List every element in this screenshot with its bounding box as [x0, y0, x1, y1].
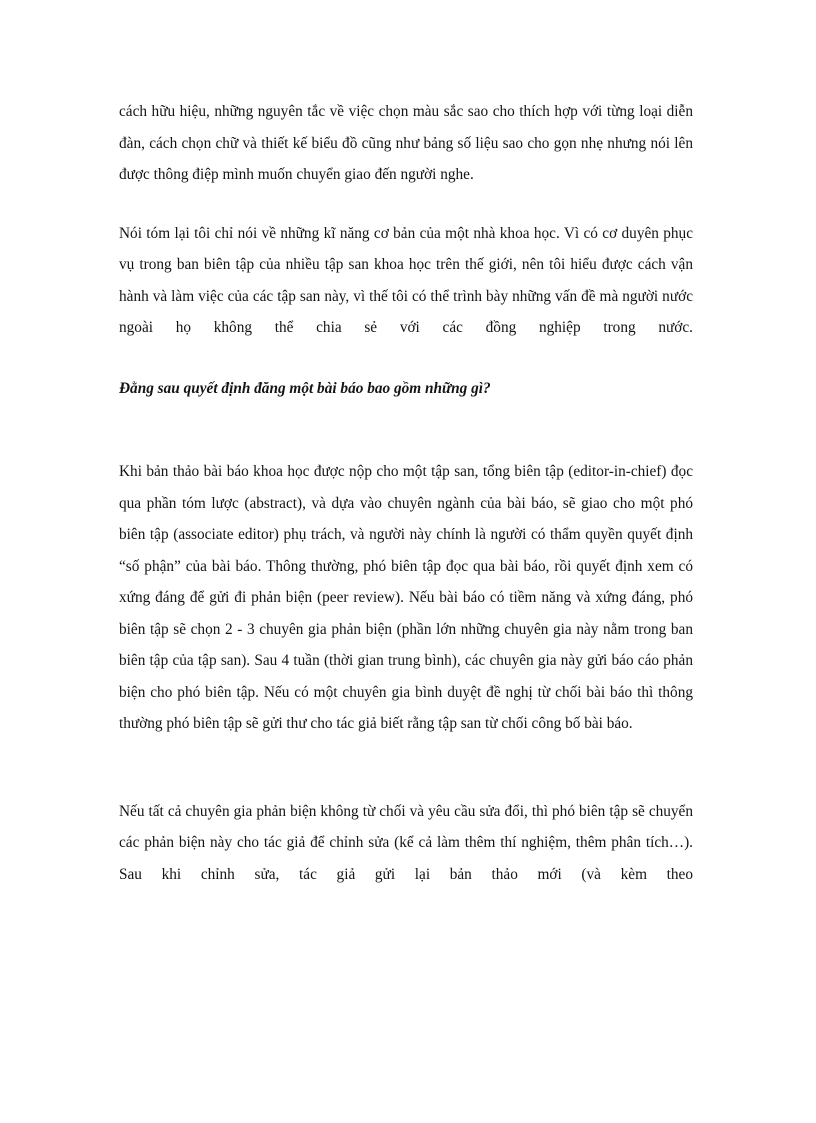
- body-paragraph: Nếu tất cả chuyên gia phản biện không từ chối và yêu cầu sửa đổi, thì phó biên tập sẽ chuyển các phản biện này cho tác giả để chỉnh sửa (kể cả làm thêm thí nghiệm, thêm phân tích…). Sau khi chỉnh sửa, tác giả gửi lại bản thảo mới (và kèm theo: [119, 802, 693, 883]
- document-page: [119, 96, 693, 890]
- paragraph-spacer: [119, 191, 693, 218]
- section-heading: Đằng sau quyết định đăng một bài báo bao gồm những gì?: [119, 379, 491, 397]
- paragraph-spacer: [119, 740, 693, 796]
- body-paragraph: Khi bản thảo bài báo khoa học được nộp cho một tập san, tổng biên tập (editor-in-chief) đọc qua phần tóm lược (abstract), và dựa vào chuyên ngành của bài báo, sẽ giao cho một phó biên tập (associate editor) phụ trách, và người này chính là người có thẩm quyền quyết định “số phận” của bài báo. Thông thường, phó biên tập đọc qua bài báo, rồi quyết định xem có xứng đáng để gửi đi phản biện (peer review). Nếu bài báo có tiềm năng và xứng đáng, phó biên tập sẽ chọn 2 - 3 chuyên gia phản biện (phần lớn những chuyên gia này nằm trong ban biên tập của tập san). Sau 4 tuần (thời gian trung bình), các chuyên gia này gửi báo cáo phản biện cho phó biên tập. Nếu có một chuyên gia bình duyệt đề nghị từ chối bài báo thì thông thường phó biên tập sẽ gửi thư cho tác giả biết rằng tập san từ chối công bố bài báo.: [119, 463, 693, 732]
- paragraph-spacer: [119, 404, 693, 456]
- body-paragraph: Nói tóm lại tôi chỉ nói về những kĩ năng cơ bản của một nhà khoa học. Vì có cơ duyên phục vụ trong ban biên tập của nhiều tập san khoa học trên thế giới, nên tôi hiểu được cách vận hành và làm việc của các tập san này, vì thế tôi có thể trình bày những vấn đề mà người nước ngoài họ không thể chia sẻ với các đồng nghiệp trong nước.: [119, 224, 693, 336]
- body-paragraph: cách hữu hiệu, những nguyên tắc về việc chọn màu sắc sao cho thích hợp với từng loại diễn đàn, cách chọn chữ và thiết kế biểu đồ cũng như bảng số liệu sao cho gọn nhẹ nhưng nói lên được thông điệp mình muốn chuyển giao đến người nghe.: [119, 103, 693, 183]
- paragraph-spacer: [119, 344, 693, 373]
